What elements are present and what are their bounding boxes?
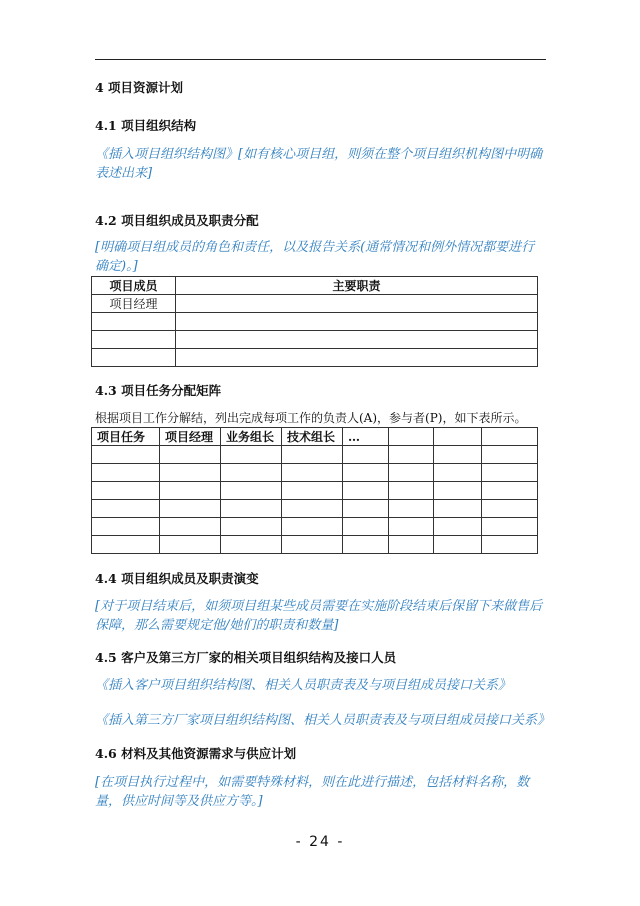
table-cell bbox=[92, 518, 160, 536]
table-cell bbox=[482, 464, 538, 482]
table-cell bbox=[343, 446, 389, 464]
header-cell bbox=[482, 428, 538, 446]
table-cell bbox=[343, 500, 389, 518]
section-heading-4-6: 4.6 材料及其他资源需求与供应计划 bbox=[95, 746, 297, 761]
note-4-2: [明确项目组成员的角色和责任，以及报告关系(通常情况和例外情况都要进行确定)。] bbox=[95, 240, 535, 274]
table-cell bbox=[434, 536, 482, 554]
header-cell: 项目经理 bbox=[160, 428, 221, 446]
table-cell bbox=[389, 482, 434, 500]
note-4-1: 《插入项目组织结构图》[如有核心项目组，则须在整个项目组织机构图中明确表述出来] bbox=[95, 147, 543, 181]
table-cell bbox=[343, 464, 389, 482]
table-cell bbox=[434, 482, 482, 500]
table-cell bbox=[282, 464, 343, 482]
header-rule bbox=[95, 59, 546, 60]
section-heading-4-3: 4.3 项目任务分配矩阵 bbox=[95, 383, 222, 398]
table-cell bbox=[92, 482, 160, 500]
table-cell bbox=[282, 446, 343, 464]
table-header-row bbox=[92, 277, 538, 295]
table-cell bbox=[482, 536, 538, 554]
table-cell bbox=[176, 313, 538, 331]
table-row bbox=[92, 349, 538, 367]
table-cell bbox=[221, 536, 282, 554]
table-cell bbox=[92, 331, 176, 349]
table-row bbox=[92, 446, 538, 464]
section-heading-4: 4 项目资源计划 bbox=[95, 80, 184, 95]
note-4-5-vendor: 《插入第三方厂家项目组织结构图、相关人员职责表及与项目组成员接口关系》 bbox=[95, 713, 551, 728]
header-cell: 项目成员 bbox=[92, 277, 176, 295]
table-cell bbox=[176, 349, 538, 367]
table-cell bbox=[160, 536, 221, 554]
table-row bbox=[92, 313, 538, 331]
table-row bbox=[92, 295, 538, 313]
header-cell: … bbox=[343, 428, 389, 446]
table-cell bbox=[160, 482, 221, 500]
table-row bbox=[92, 464, 538, 482]
table-row bbox=[92, 331, 538, 349]
table-cell bbox=[343, 482, 389, 500]
section-heading-4-5: 4.5 客户及第三方厂家的相关项目组织结构及接口人员 bbox=[95, 650, 397, 665]
table-cell bbox=[434, 518, 482, 536]
table-cell bbox=[221, 464, 282, 482]
note-4-4: [对于项目结束后，如须项目组某些成员需要在实施阶段结束后保留下来做售后保障，那么需要规定他/她们的职责和数量] bbox=[95, 599, 543, 633]
table-cell bbox=[282, 518, 343, 536]
page-number: - 24 - bbox=[295, 834, 345, 850]
roles-table bbox=[91, 276, 538, 367]
table-cell bbox=[482, 500, 538, 518]
table-cell bbox=[343, 518, 389, 536]
header-cell bbox=[434, 428, 482, 446]
table-cell bbox=[482, 518, 538, 536]
table-cell bbox=[389, 500, 434, 518]
table-cell bbox=[389, 518, 434, 536]
note-4-6: [在项目执行过程中，如需要特殊材料，则在此进行描述，包括材料名称，数量，供应时间等及供应方等。] bbox=[95, 775, 530, 809]
section-heading-4-1: 4.1 项目组织结构 bbox=[95, 118, 197, 133]
section-heading-4-2: 4.2 项目组织成员及职责分配 bbox=[95, 213, 259, 228]
header-cell bbox=[389, 428, 434, 446]
table-cell bbox=[434, 500, 482, 518]
table-row bbox=[92, 518, 538, 536]
table-cell bbox=[221, 500, 282, 518]
table-cell bbox=[282, 500, 343, 518]
table-row bbox=[92, 500, 538, 518]
header-cell: 项目任务 bbox=[92, 428, 160, 446]
table-header-row bbox=[92, 428, 538, 446]
header-cell: 技术组长 bbox=[282, 428, 343, 446]
task-matrix-table bbox=[91, 427, 538, 554]
table-cell bbox=[92, 349, 176, 367]
table-cell bbox=[282, 482, 343, 500]
table-cell bbox=[482, 482, 538, 500]
table-row bbox=[92, 482, 538, 500]
table-cell bbox=[160, 464, 221, 482]
table-cell bbox=[389, 536, 434, 554]
note-4-5-client: 《插入客户项目组织结构图、相关人员职责表及与项目组成员接口关系》 bbox=[95, 678, 512, 693]
table-cell bbox=[282, 536, 343, 554]
table-cell bbox=[434, 446, 482, 464]
table-cell bbox=[160, 518, 221, 536]
table-cell bbox=[221, 518, 282, 536]
table-cell bbox=[389, 446, 434, 464]
table-cell bbox=[482, 446, 538, 464]
table-row bbox=[92, 536, 538, 554]
section-heading-4-4: 4.4 项目组织成员及职责演变 bbox=[95, 571, 259, 586]
table-cell bbox=[92, 464, 160, 482]
table-cell bbox=[176, 295, 538, 313]
table-cell bbox=[221, 482, 282, 500]
table-cell bbox=[160, 446, 221, 464]
table-cell bbox=[92, 446, 160, 464]
table-cell bbox=[389, 464, 434, 482]
table-cell bbox=[176, 331, 538, 349]
table-cell bbox=[160, 500, 221, 518]
table-cell bbox=[92, 500, 160, 518]
table-cell bbox=[343, 536, 389, 554]
table-cell bbox=[221, 446, 282, 464]
header-cell: 业务组长 bbox=[221, 428, 282, 446]
table-cell bbox=[434, 464, 482, 482]
header-cell: 主要职责 bbox=[176, 277, 538, 295]
table-cell bbox=[92, 313, 176, 331]
paragraph-4-3: 根据项目工作分解结，列出完成每项工作的负责人(A)，参与者(P)，如下表所示。 bbox=[95, 411, 527, 425]
table-cell: 项目经理 bbox=[92, 295, 176, 313]
table-cell bbox=[92, 536, 160, 554]
